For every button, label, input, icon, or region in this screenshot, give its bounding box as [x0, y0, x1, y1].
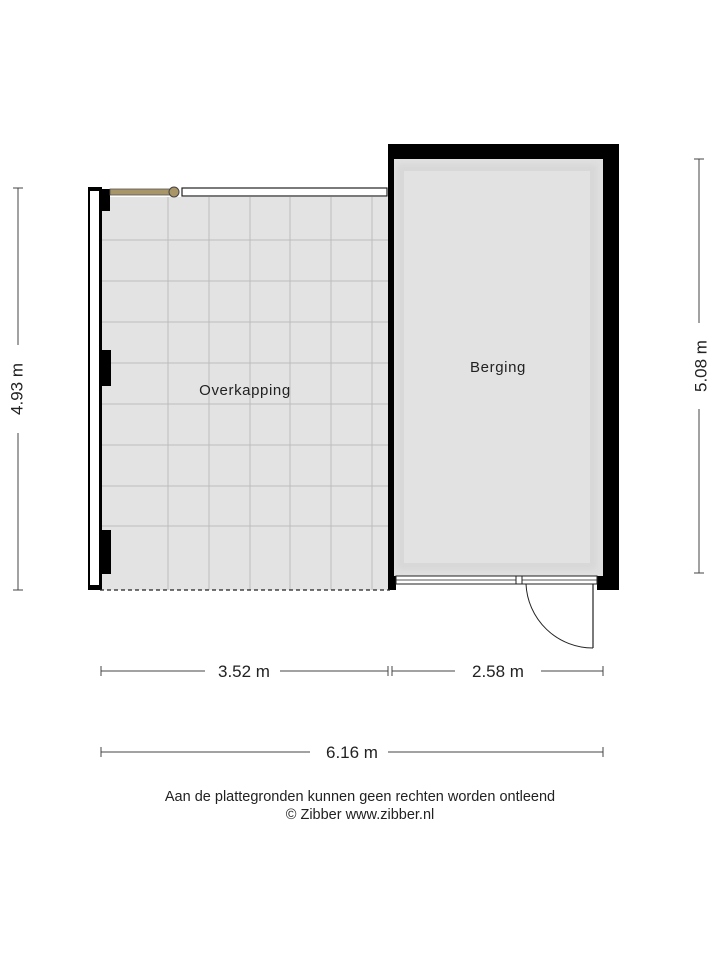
berging-left-wall — [388, 144, 394, 590]
door-post — [516, 576, 522, 584]
post-bottom — [101, 530, 111, 574]
right-dimension-label: 5.08 m — [691, 340, 711, 392]
top-beam — [110, 189, 174, 195]
total-width-dimension-label: 6.16 m — [326, 743, 378, 762]
overkapping-left-wall-inner — [90, 191, 99, 585]
beam-joint — [169, 187, 179, 197]
post-top — [99, 189, 110, 211]
post-middle — [101, 350, 111, 386]
footer-copyright: © Zibber www.zibber.nl — [285, 807, 435, 823]
room-label-berging: Berging — [470, 359, 526, 376]
left-dimension-label: 4.93 m — [7, 363, 27, 415]
width-dimension-berging-label: 2.58 m — [472, 662, 524, 681]
top-rail — [182, 188, 387, 196]
door-swing-arc — [526, 584, 593, 648]
room-label-overkapping: Overkapping — [199, 382, 291, 399]
berging-top-wall — [388, 144, 619, 159]
berging-bottom-corner-left — [388, 576, 396, 590]
footer-disclaimer: Aan de plattegronden kunnen geen rechten worden ontleend — [164, 789, 556, 805]
berging-bottom-corner-right — [597, 576, 605, 590]
berging-right-wall — [603, 144, 619, 590]
width-dimension-overkapping-label: 3.52 m — [218, 662, 270, 681]
